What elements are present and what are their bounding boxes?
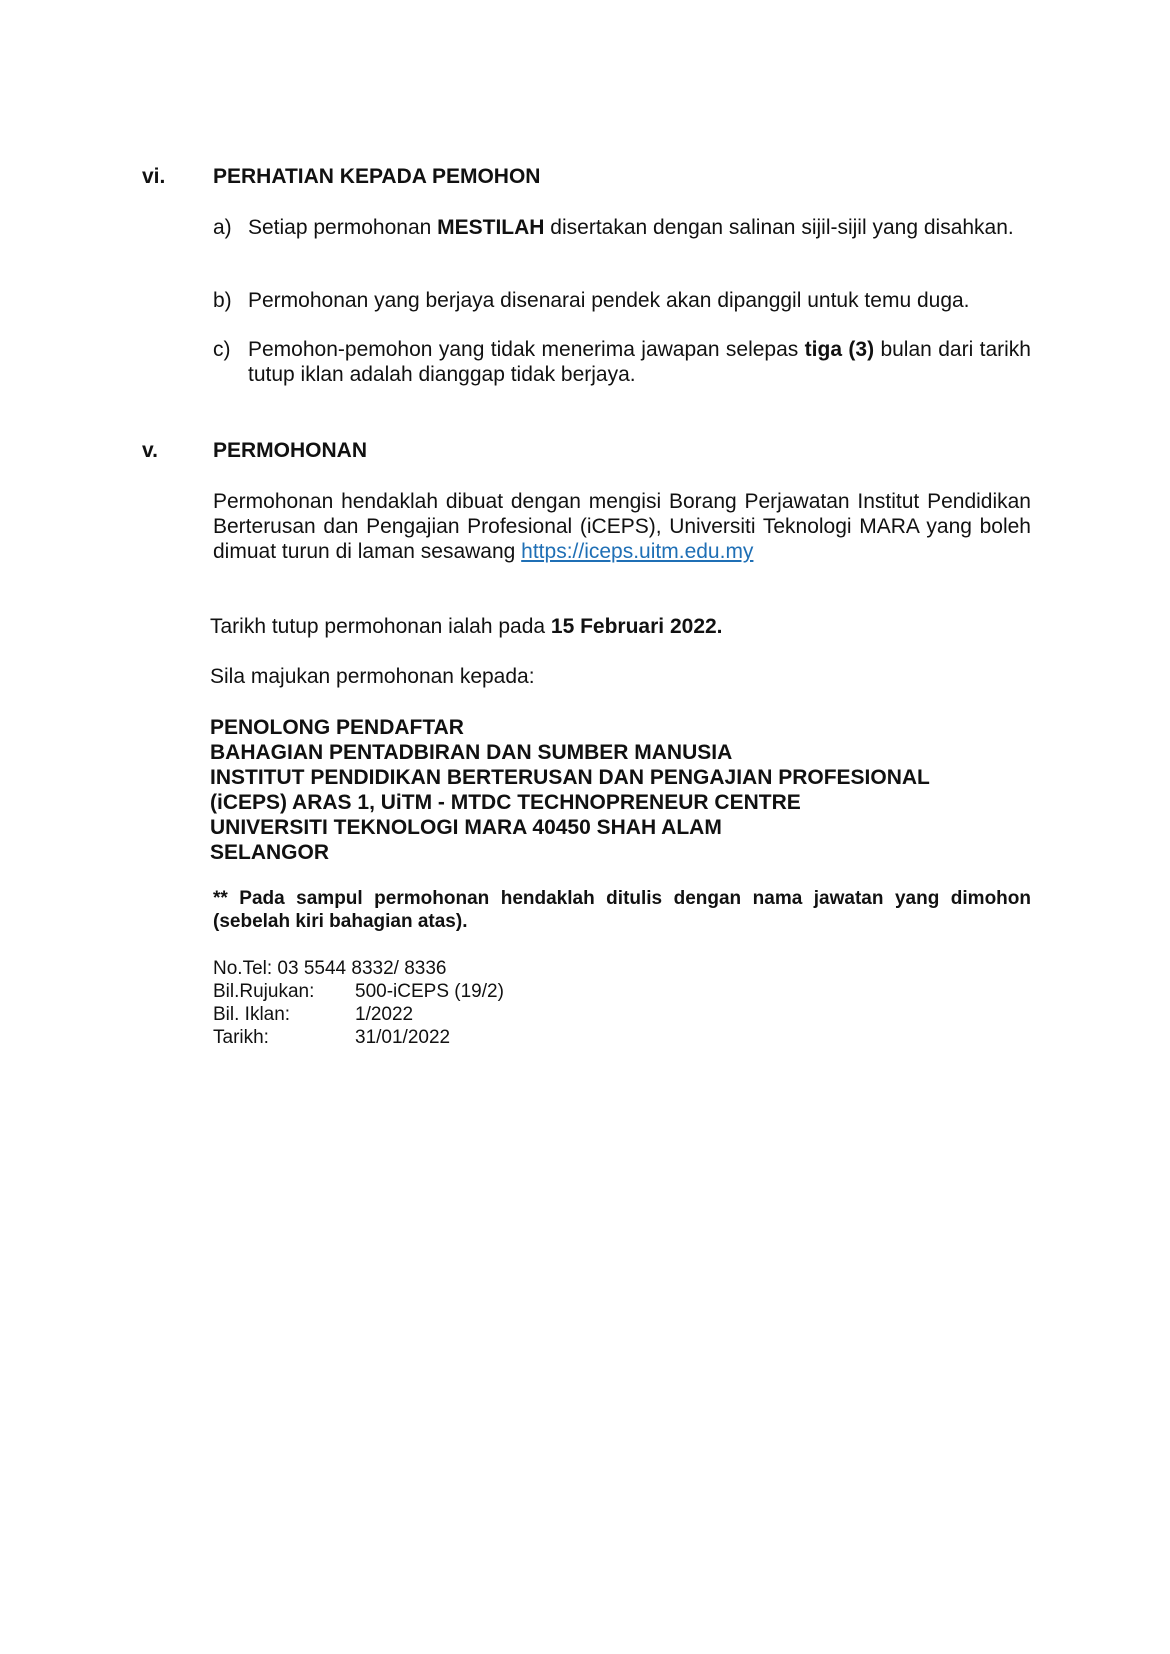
list-item-text: bulan dari tarikh tutup iklan adalah dianggap tidak berjaya. (248, 338, 1031, 386)
application-text: Permohonan hendaklah dibuat dengan mengisi Borang Perjawatan Institut Pendidikan Berterusan dan Pengajian Profesional (iCEPS), Universiti Teknologi MARA yang boleh dimuat turun di laman sesawang (213, 490, 1031, 563)
ad-number-label: Bil. Iklan: (213, 1004, 291, 1025)
address-line: UNIVERSITI TEKNOLOGI MARA 40450 SHAH ALAM (210, 816, 722, 839)
section-v-title: PERMOHONAN (213, 439, 368, 462)
date-row (213, 1026, 504, 1049)
list-item-b (213, 288, 1031, 313)
ad-number-value: 1/2022 (355, 1004, 414, 1025)
reference-row (213, 980, 504, 1003)
list-item-label: b) (213, 289, 232, 312)
iceps-website-link[interactable]: https://iceps.uitm.edu.my (521, 540, 754, 563)
send-to-line: Sila majukan permohonan kepada: (210, 665, 535, 688)
address-line: PENOLONG PENDAFTAR (210, 716, 464, 739)
reference-label: Bil.Rujukan: (213, 981, 315, 1002)
reference-value: 500-iCEPS (19/2) (355, 981, 504, 1002)
address-block (210, 715, 930, 865)
list-item-emphasis: tiga (3) (804, 338, 875, 361)
list-item-text: Permohonan yang berjaya disenarai pendek akan dipanggil untuk temu duga. (248, 289, 970, 312)
telephone-line: No.Tel: 03 5544 8332/ 8336 (213, 958, 447, 979)
list-item-text: Setiap permohonan (248, 216, 438, 239)
reference-block (213, 957, 504, 1049)
section-v-number: v. (142, 439, 158, 462)
section-vi-title: PERHATIAN KEPADA PEMOHON (213, 165, 541, 188)
list-item-c (213, 337, 1031, 387)
closing-date-line (210, 615, 723, 639)
address-line: BAHAGIAN PENTADBIRAN DAN SUMBER MANUSIA (210, 741, 733, 764)
application-paragraph (213, 489, 1031, 564)
list-item-a (213, 215, 1031, 240)
section-vi-number: vi. (142, 165, 166, 188)
list-item-label: c) (213, 338, 231, 361)
address-line: INSTITUT PENDIDIKAN BERTERUSAN DAN PENGAJIAN PROFESIONAL (210, 766, 930, 789)
address-line: SELANGOR (210, 841, 330, 864)
closing-date: 15 Februari 2022. (550, 615, 723, 638)
list-item-emphasis: MESTILAH (437, 216, 545, 239)
list-item-text: Pemohon-pemohon yang tidak menerima jawapan selepas (248, 338, 805, 361)
list-item-label: a) (213, 216, 232, 239)
list-item-text: disertakan dengan salinan sijil-sijil yang disahkan. (544, 216, 1014, 239)
envelope-note: ** Pada sampul permohonan hendaklah ditulis dengan nama jawatan yang dimohon (sebelah kiri bahagian atas). (213, 888, 1031, 932)
closing-date-text: Tarikh tutup permohonan ialah pada (210, 615, 551, 638)
date-label: Tarikh: (213, 1027, 269, 1048)
date-value: 31/01/2022 (355, 1027, 451, 1048)
address-line: (iCEPS) ARAS 1, UiTM - MTDC TECHNOPRENEUR CENTRE (210, 791, 801, 814)
ad-number-row (213, 1003, 504, 1026)
